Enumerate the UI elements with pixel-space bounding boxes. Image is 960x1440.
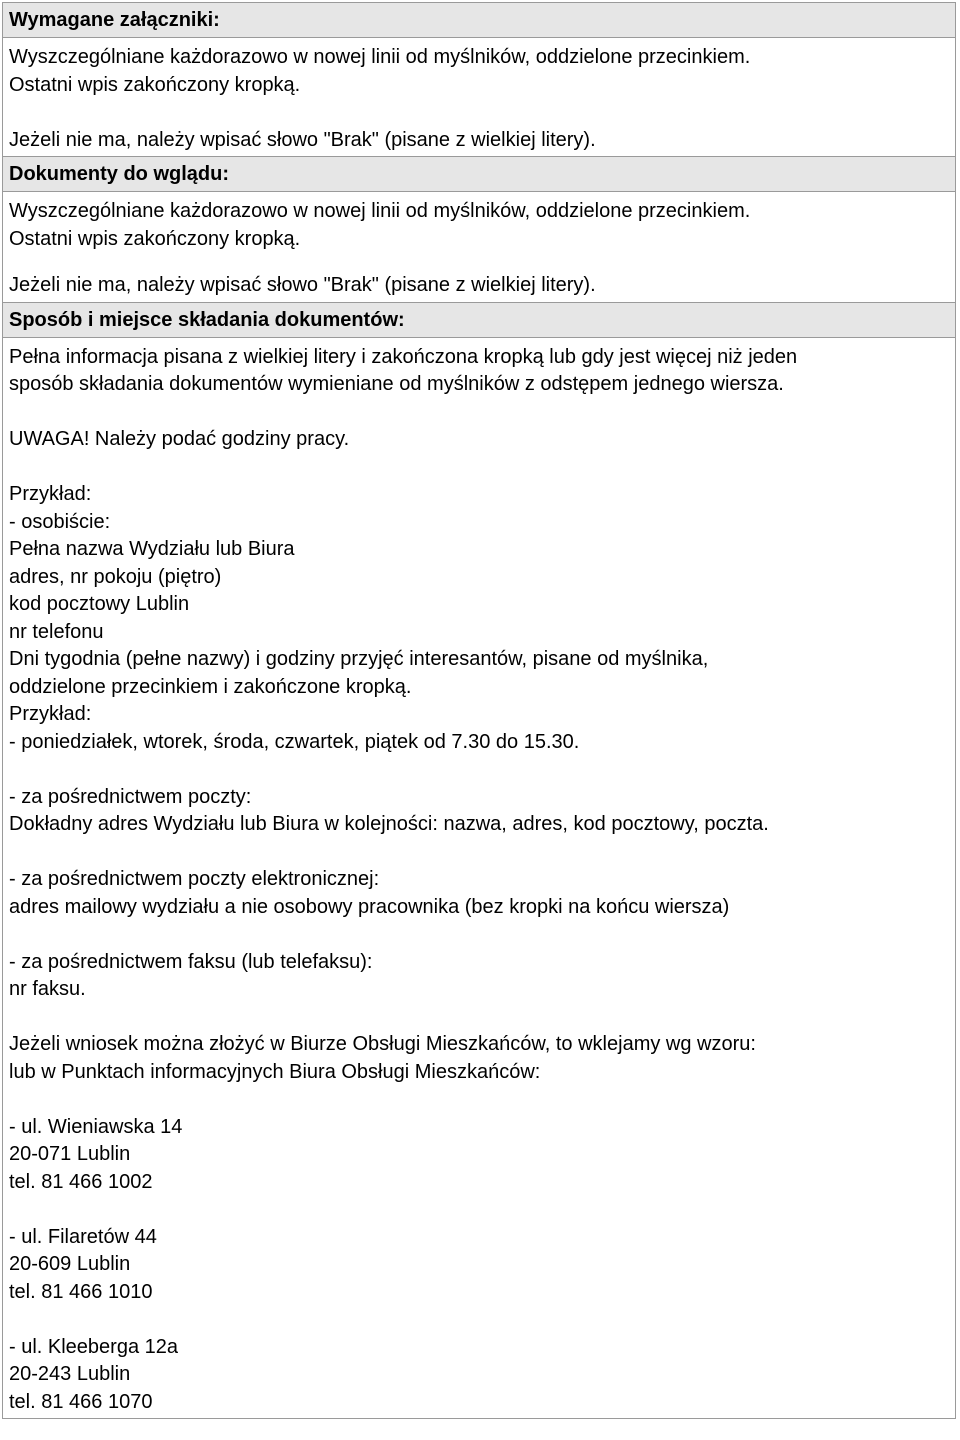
- section-header: Wymagane załączniki:: [3, 3, 955, 38]
- text-line: Przykład:: [9, 703, 92, 725]
- blank-line: [9, 839, 949, 867]
- text-line: Wyszczególniane każdorazowo w nowej linii od myślników, oddzielone przecinkiem.: [9, 46, 751, 68]
- blank-line: [9, 99, 949, 127]
- document: [2, 2, 956, 1419]
- text-line: tel. 81 466 1010: [9, 1280, 153, 1303]
- blank-line: [9, 921, 949, 949]
- text-line: Jeżeli wniosek można złożyć w Biurze Obsługi Mieszkańców, to wklejamy wg wzoru:: [9, 1033, 756, 1055]
- text-line: Jeżeli nie ma, należy wpisać słowo "Brak" (pisane z wielkiej litery).: [9, 128, 596, 151]
- text-line: Dokładny adres Wydziału lub Biura w kolejności: nazwa, adres, kod pocztowy, poczta.: [9, 813, 769, 835]
- blank-line: [9, 253, 949, 272]
- text-line: Pełna informacja pisana z wielkiej litery i zakończona kropką lub gdy jest więcej niż jeden: [9, 345, 798, 368]
- text-line: Dni tygodnia (pełne nazwy) i godziny przyjęć interesantów, pisane od myślnika,: [9, 648, 709, 670]
- text-line: tel. 81 466 1002: [9, 1170, 153, 1193]
- text-line: lub w Punktach informacyjnych Biura Obsługi Mieszkańców:: [9, 1060, 541, 1083]
- text-line: nr faksu.: [9, 978, 86, 1000]
- text-line: Pełna nazwa Wydziału lub Biura: [9, 538, 295, 560]
- text-line: - osobiście:: [9, 510, 111, 533]
- section-body: [3, 338, 955, 1419]
- text-line: Ostatni wpis zakończony kropką.: [9, 227, 301, 250]
- section-header: Dokumenty do wglądu:: [3, 157, 955, 192]
- text-line: - za pośrednictwem poczty elektronicznej:: [9, 868, 380, 890]
- text-line: 20-609 Lublin: [9, 1253, 131, 1275]
- blank-line: [9, 756, 949, 784]
- blank-line: [9, 1086, 949, 1114]
- text-line: 20-243 Lublin: [9, 1363, 131, 1385]
- section-submission-method: [2, 302, 956, 1420]
- section-documents-for-inspection: [2, 156, 956, 302]
- text-line: tel. 81 466 1070: [9, 1390, 153, 1413]
- section-header: Sposób i miejsce składania dokumentów:: [3, 303, 955, 338]
- text-line: sposób składania dokumentów wymieniane od myślników z odstępem jednego wiersza.: [9, 373, 784, 395]
- section-body: [3, 38, 955, 156]
- text-line: UWAGA! Należy podać godziny pracy.: [9, 428, 350, 450]
- text-line: kod pocztowy Lublin: [9, 593, 190, 615]
- text-line: - poniedziałek, wtorek, środa, czwartek, piątek od 7.30 do 15.30.: [9, 730, 580, 753]
- text-line: Wyszczególniane każdorazowo w nowej linii od myślników, oddzielone przecinkiem.: [9, 200, 751, 222]
- text-line: Jeżeli nie ma, należy wpisać słowo "Brak" (pisane z wielkiej litery).: [9, 274, 596, 296]
- blank-line: [9, 1004, 949, 1032]
- blank-line: [9, 1306, 949, 1334]
- section-body: [3, 192, 955, 302]
- text-line: Ostatni wpis zakończony kropką.: [9, 73, 301, 96]
- blank-line: [9, 1196, 949, 1224]
- text-line: - za pośrednictwem faksu (lub telefaksu):: [9, 950, 373, 973]
- text-line: - za pośrednictwem poczty:: [9, 785, 252, 808]
- text-line: Przykład:: [9, 483, 92, 505]
- text-line: oddzielone przecinkiem i zakończone kropką.: [9, 675, 412, 698]
- text-line: - ul. Wieniawska 14: [9, 1115, 183, 1138]
- section-required-attachments: [2, 2, 956, 156]
- text-line: 20-071 Lublin: [9, 1143, 131, 1165]
- text-line: - ul. Filaretów 44: [9, 1225, 157, 1248]
- text-line: adres, nr pokoju (piętro): [9, 565, 222, 588]
- text-line: adres mailowy wydziału a nie osobowy pracownika (bez kropki na końcu wiersza): [9, 895, 730, 918]
- text-line: nr telefonu: [9, 620, 104, 643]
- blank-line: [9, 399, 949, 427]
- text-line: - ul. Kleeberga 12a: [9, 1335, 179, 1358]
- blank-line: [9, 454, 949, 482]
